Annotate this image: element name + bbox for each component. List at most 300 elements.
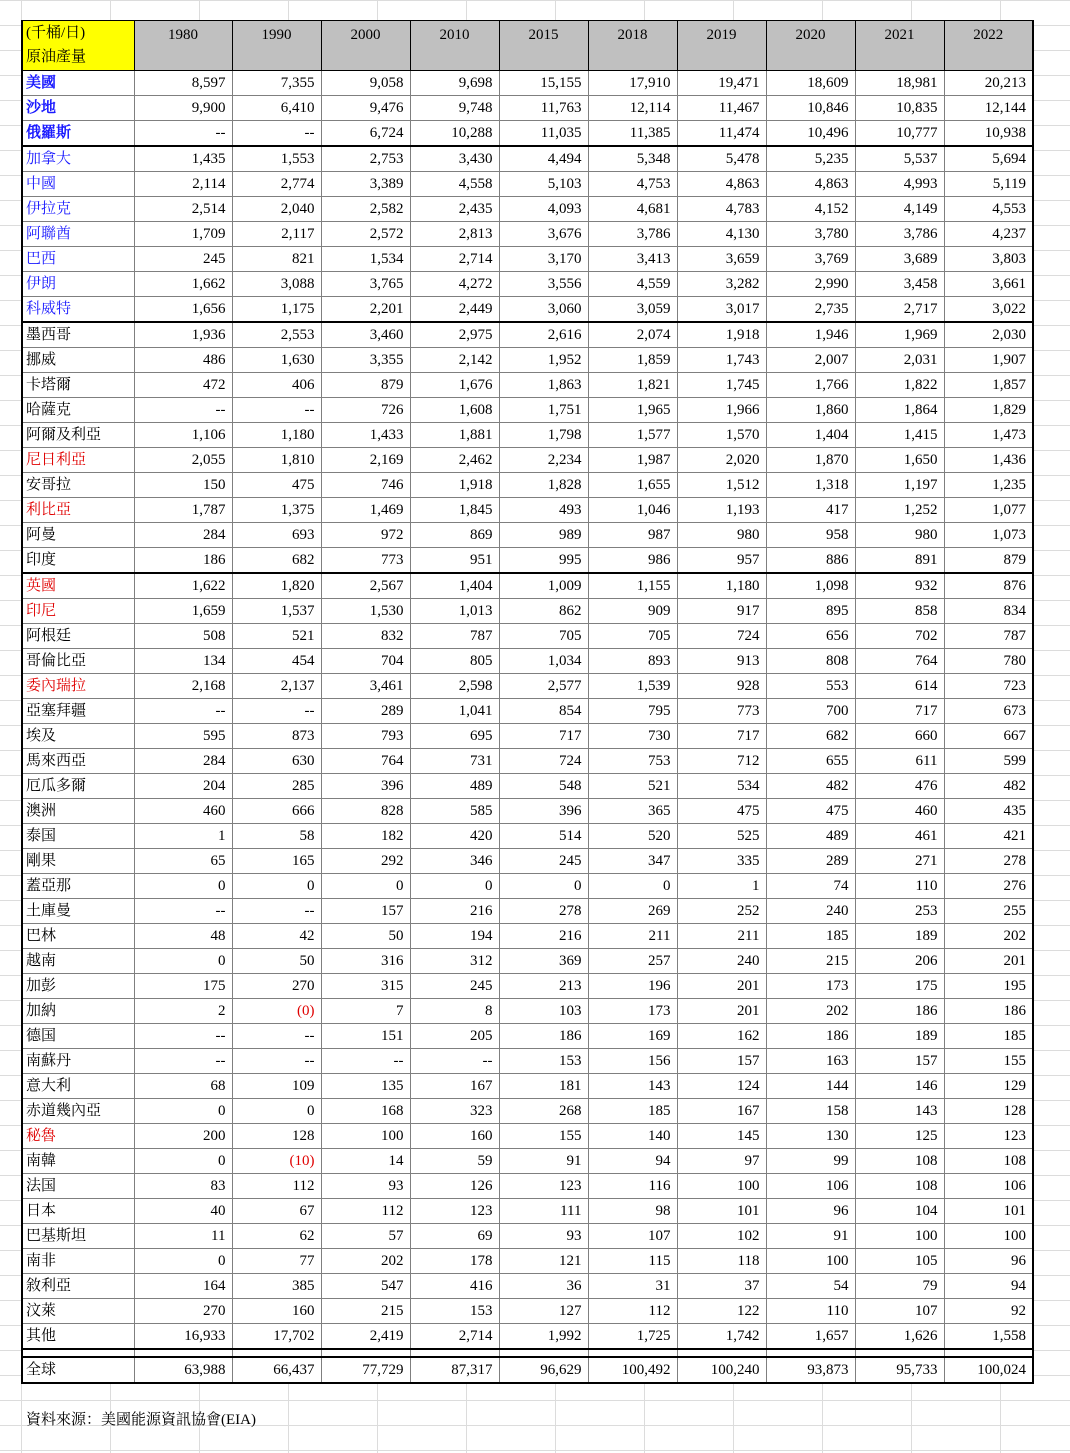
value-cell[interactable]: 493 xyxy=(499,498,588,523)
total-cell[interactable]: 100,240 xyxy=(677,1357,766,1383)
value-cell[interactable]: 482 xyxy=(766,774,855,799)
country-name-cell[interactable]: 卡塔爾 xyxy=(22,373,134,398)
country-name-cell[interactable]: 科威特 xyxy=(22,297,134,323)
value-cell[interactable]: 215 xyxy=(321,1299,410,1324)
value-cell[interactable]: 312 xyxy=(410,949,499,974)
value-cell[interactable]: 365 xyxy=(588,799,677,824)
value-cell[interactable]: 111 xyxy=(499,1199,588,1224)
value-cell[interactable]: 0 xyxy=(134,949,232,974)
value-cell[interactable]: 160 xyxy=(232,1299,321,1324)
value-cell[interactable]: 980 xyxy=(677,523,766,548)
value-cell[interactable]: 204 xyxy=(134,774,232,799)
value-cell[interactable]: 876 xyxy=(944,573,1033,599)
value-cell[interactable]: 454 xyxy=(232,649,321,674)
value-cell[interactable]: 2,567 xyxy=(321,573,410,599)
value-cell[interactable]: 14 xyxy=(321,1149,410,1174)
value-cell[interactable]: 160 xyxy=(410,1124,499,1149)
value-cell[interactable]: 323 xyxy=(410,1099,499,1124)
total-cell[interactable]: 66,437 xyxy=(232,1357,321,1383)
value-cell[interactable]: 110 xyxy=(766,1299,855,1324)
value-cell[interactable]: 1,659 xyxy=(134,599,232,624)
total-cell[interactable]: 87,317 xyxy=(410,1357,499,1383)
value-cell[interactable]: 107 xyxy=(855,1299,944,1324)
value-cell[interactable]: 1,155 xyxy=(588,573,677,599)
value-cell[interactable]: 186 xyxy=(766,1024,855,1049)
value-cell[interactable]: 1,859 xyxy=(588,348,677,373)
value-cell[interactable]: 94 xyxy=(588,1149,677,1174)
value-cell[interactable]: 3,059 xyxy=(588,297,677,323)
value-cell[interactable]: 10,288 xyxy=(410,121,499,147)
value-cell[interactable]: 11,763 xyxy=(499,96,588,121)
country-name-cell[interactable]: 阿爾及利亞 xyxy=(22,423,134,448)
value-cell[interactable]: 102 xyxy=(677,1224,766,1249)
value-cell[interactable]: 1 xyxy=(134,824,232,849)
country-name-cell[interactable]: 巴基斯坦 xyxy=(22,1224,134,1249)
year-header[interactable]: 2019 xyxy=(677,21,766,71)
value-cell[interactable]: 1,650 xyxy=(855,448,944,473)
value-cell[interactable]: 121 xyxy=(499,1249,588,1274)
country-name-cell[interactable]: 中國 xyxy=(22,172,134,197)
value-cell[interactable]: 482 xyxy=(944,774,1033,799)
value-cell[interactable]: 153 xyxy=(410,1299,499,1324)
value-cell[interactable]: 1,829 xyxy=(944,398,1033,423)
value-cell[interactable]: 489 xyxy=(766,824,855,849)
value-cell[interactable]: 11,035 xyxy=(499,121,588,147)
value-cell[interactable]: 2,007 xyxy=(766,348,855,373)
value-cell[interactable]: 2,031 xyxy=(855,348,944,373)
country-name-cell[interactable]: 墨西哥 xyxy=(22,322,134,348)
value-cell[interactable]: 100 xyxy=(766,1249,855,1274)
value-cell[interactable]: -- xyxy=(232,1049,321,1074)
value-cell[interactable]: 157 xyxy=(321,899,410,924)
value-cell[interactable]: 476 xyxy=(855,774,944,799)
value-cell[interactable]: 1,655 xyxy=(588,473,677,498)
country-name-cell[interactable]: 赤道幾內亞 xyxy=(22,1099,134,1124)
value-cell[interactable]: 0 xyxy=(232,1099,321,1124)
value-cell[interactable]: 773 xyxy=(321,548,410,574)
value-cell[interactable]: 460 xyxy=(134,799,232,824)
value-cell[interactable]: 2,234 xyxy=(499,448,588,473)
country-name-cell[interactable]: 阿曼 xyxy=(22,523,134,548)
value-cell[interactable]: 595 xyxy=(134,724,232,749)
value-cell[interactable]: 11 xyxy=(134,1224,232,1249)
value-cell[interactable]: 2,114 xyxy=(134,172,232,197)
value-cell[interactable]: 2,137 xyxy=(232,674,321,699)
value-cell[interactable]: 100 xyxy=(677,1174,766,1199)
country-name-cell[interactable]: 越南 xyxy=(22,949,134,974)
value-cell[interactable]: 521 xyxy=(232,624,321,649)
year-header[interactable]: 2015 xyxy=(499,21,588,71)
value-cell[interactable]: 1,098 xyxy=(766,573,855,599)
value-cell[interactable]: 514 xyxy=(499,824,588,849)
value-cell[interactable]: 1,798 xyxy=(499,423,588,448)
value-cell[interactable]: 958 xyxy=(766,523,855,548)
value-cell[interactable]: 6,724 xyxy=(321,121,410,147)
value-cell[interactable]: 1,106 xyxy=(134,423,232,448)
value-cell[interactable]: 100 xyxy=(321,1124,410,1149)
value-cell[interactable]: 773 xyxy=(677,699,766,724)
value-cell[interactable]: 472 xyxy=(134,373,232,398)
value-cell[interactable]: 3,458 xyxy=(855,272,944,297)
value-cell[interactable]: 2,616 xyxy=(499,322,588,348)
value-cell[interactable]: 724 xyxy=(677,624,766,649)
value-cell[interactable]: 862 xyxy=(499,599,588,624)
value-cell[interactable]: 37 xyxy=(677,1274,766,1299)
value-cell[interactable]: 4,863 xyxy=(677,172,766,197)
value-cell[interactable]: 107 xyxy=(588,1224,677,1249)
country-name-cell[interactable]: 加納 xyxy=(22,999,134,1024)
value-cell[interactable]: 724 xyxy=(499,749,588,774)
value-cell[interactable]: 1,404 xyxy=(766,423,855,448)
value-cell[interactable]: 702 xyxy=(855,624,944,649)
value-cell[interactable]: 128 xyxy=(944,1099,1033,1124)
value-cell[interactable]: 269 xyxy=(588,899,677,924)
value-cell[interactable]: 151 xyxy=(321,1024,410,1049)
value-cell[interactable]: 4,093 xyxy=(499,197,588,222)
value-cell[interactable]: 257 xyxy=(588,949,677,974)
value-cell[interactable]: 122 xyxy=(677,1299,766,1324)
value-cell[interactable]: 144 xyxy=(766,1074,855,1099)
value-cell[interactable]: 1,946 xyxy=(766,322,855,348)
value-cell[interactable]: 103 xyxy=(499,999,588,1024)
country-name-cell[interactable]: 蓋亞那 xyxy=(22,874,134,899)
value-cell[interactable]: 3,389 xyxy=(321,172,410,197)
value-cell[interactable]: 284 xyxy=(134,523,232,548)
value-cell[interactable]: 879 xyxy=(321,373,410,398)
value-cell[interactable]: 1,918 xyxy=(410,473,499,498)
value-cell[interactable]: 2,813 xyxy=(410,222,499,247)
value-cell[interactable]: 1,936 xyxy=(134,322,232,348)
value-cell[interactable]: 175 xyxy=(855,974,944,999)
value-cell[interactable]: 12,114 xyxy=(588,96,677,121)
value-cell[interactable]: 143 xyxy=(855,1099,944,1124)
value-cell[interactable]: 5,235 xyxy=(766,146,855,172)
value-cell[interactable]: 7,355 xyxy=(232,71,321,96)
value-cell[interactable]: 2,577 xyxy=(499,674,588,699)
year-header[interactable]: 2020 xyxy=(766,21,855,71)
value-cell[interactable]: -- xyxy=(134,1049,232,1074)
value-cell[interactable]: 145 xyxy=(677,1124,766,1149)
value-cell[interactable]: 655 xyxy=(766,749,855,774)
value-cell[interactable]: 4,272 xyxy=(410,272,499,297)
value-cell[interactable]: 125 xyxy=(855,1124,944,1149)
country-name-cell[interactable]: 美國 xyxy=(22,71,134,96)
value-cell[interactable]: 525 xyxy=(677,824,766,849)
value-cell[interactable]: 704 xyxy=(321,649,410,674)
year-header[interactable]: 2000 xyxy=(321,21,410,71)
country-name-cell[interactable]: 厄瓜多爾 xyxy=(22,774,134,799)
value-cell[interactable]: 155 xyxy=(944,1049,1033,1074)
value-cell[interactable]: 185 xyxy=(944,1024,1033,1049)
value-cell[interactable]: 124 xyxy=(677,1074,766,1099)
value-cell[interactable]: 1,537 xyxy=(232,599,321,624)
total-cell[interactable]: 96,629 xyxy=(499,1357,588,1383)
country-name-cell[interactable]: 汶萊 xyxy=(22,1299,134,1324)
value-cell[interactable]: 1,553 xyxy=(232,146,321,172)
value-cell[interactable]: 11,385 xyxy=(588,121,677,147)
value-cell[interactable]: 335 xyxy=(677,849,766,874)
value-cell[interactable]: -- xyxy=(134,1024,232,1049)
value-cell[interactable]: 731 xyxy=(410,749,499,774)
value-cell[interactable]: 1,657 xyxy=(766,1324,855,1350)
value-cell[interactable]: -- xyxy=(134,398,232,423)
value-cell[interactable]: 106 xyxy=(766,1174,855,1199)
value-cell[interactable]: 123 xyxy=(499,1174,588,1199)
value-cell[interactable]: 202 xyxy=(321,1249,410,1274)
value-cell[interactable]: 3,803 xyxy=(944,247,1033,272)
value-cell[interactable]: 932 xyxy=(855,573,944,599)
value-cell[interactable]: 4,681 xyxy=(588,197,677,222)
value-cell[interactable]: 987 xyxy=(588,523,677,548)
value-cell[interactable]: 682 xyxy=(766,724,855,749)
value-cell[interactable]: 201 xyxy=(677,999,766,1024)
value-cell[interactable]: 1,918 xyxy=(677,322,766,348)
value-cell[interactable]: 1,992 xyxy=(499,1324,588,1350)
value-cell[interactable]: 753 xyxy=(588,749,677,774)
value-cell[interactable]: 1,966 xyxy=(677,398,766,423)
value-cell[interactable]: 995 xyxy=(499,548,588,574)
value-cell[interactable]: 1,534 xyxy=(321,247,410,272)
value-cell[interactable]: 712 xyxy=(677,749,766,774)
value-cell[interactable]: 682 xyxy=(232,548,321,574)
value-cell[interactable]: 3,022 xyxy=(944,297,1033,323)
value-cell[interactable]: 59 xyxy=(410,1149,499,1174)
value-cell[interactable]: 165 xyxy=(232,849,321,874)
value-cell[interactable]: 3,676 xyxy=(499,222,588,247)
value-cell[interactable]: 253 xyxy=(855,899,944,924)
value-cell[interactable]: 68 xyxy=(134,1074,232,1099)
value-cell[interactable]: 1,009 xyxy=(499,573,588,599)
value-cell[interactable]: 17,910 xyxy=(588,71,677,96)
value-cell[interactable]: 489 xyxy=(410,774,499,799)
value-cell[interactable]: 9,900 xyxy=(134,96,232,121)
value-cell[interactable]: 100 xyxy=(855,1224,944,1249)
value-cell[interactable]: 146 xyxy=(855,1074,944,1099)
value-cell[interactable]: 58 xyxy=(232,824,321,849)
value-cell[interactable]: 547 xyxy=(321,1274,410,1299)
value-cell[interactable]: 2,582 xyxy=(321,197,410,222)
value-cell[interactable]: 4,559 xyxy=(588,272,677,297)
value-cell[interactable]: 4,149 xyxy=(855,197,944,222)
value-cell[interactable]: 1,743 xyxy=(677,348,766,373)
value-cell[interactable]: 278 xyxy=(944,849,1033,874)
value-cell[interactable]: 4,237 xyxy=(944,222,1033,247)
value-cell[interactable]: 1,656 xyxy=(134,297,232,323)
value-cell[interactable]: 216 xyxy=(410,899,499,924)
country-name-cell[interactable]: 英國 xyxy=(22,573,134,599)
value-cell[interactable]: 2,514 xyxy=(134,197,232,222)
value-cell[interactable]: 99 xyxy=(766,1149,855,1174)
value-cell[interactable]: 764 xyxy=(855,649,944,674)
value-cell[interactable]: 83 xyxy=(134,1174,232,1199)
country-name-cell[interactable]: 南蘇丹 xyxy=(22,1049,134,1074)
value-cell[interactable]: 186 xyxy=(499,1024,588,1049)
country-name-cell[interactable]: 沙地 xyxy=(22,96,134,121)
value-cell[interactable]: 1,622 xyxy=(134,573,232,599)
value-cell[interactable]: 1,180 xyxy=(677,573,766,599)
value-cell[interactable]: 2,717 xyxy=(855,297,944,323)
country-name-cell[interactable]: 伊朗 xyxy=(22,272,134,297)
value-cell[interactable]: 1,810 xyxy=(232,448,321,473)
value-cell[interactable]: 2,435 xyxy=(410,197,499,222)
value-cell[interactable]: 726 xyxy=(321,398,410,423)
value-cell[interactable]: 475 xyxy=(766,799,855,824)
value-cell[interactable]: 673 xyxy=(944,699,1033,724)
value-cell[interactable]: 129 xyxy=(944,1074,1033,1099)
value-cell[interactable]: 109 xyxy=(232,1074,321,1099)
value-cell[interactable]: 1,436 xyxy=(944,448,1033,473)
value-cell[interactable]: 245 xyxy=(134,247,232,272)
value-cell[interactable]: 666 xyxy=(232,799,321,824)
value-cell[interactable]: 211 xyxy=(588,924,677,949)
value-cell[interactable]: -- xyxy=(134,121,232,147)
value-cell[interactable]: 158 xyxy=(766,1099,855,1124)
value-cell[interactable]: 205 xyxy=(410,1024,499,1049)
value-cell[interactable]: 980 xyxy=(855,523,944,548)
value-cell[interactable]: 157 xyxy=(677,1049,766,1074)
value-cell[interactable]: 989 xyxy=(499,523,588,548)
value-cell[interactable]: 1 xyxy=(677,874,766,899)
value-cell[interactable]: 834 xyxy=(944,599,1033,624)
value-cell[interactable]: 4,130 xyxy=(677,222,766,247)
value-cell[interactable]: 1,539 xyxy=(588,674,677,699)
source-note[interactable]: 資料來源：美國能源資訊協會(EIA) xyxy=(26,1412,256,1428)
value-cell[interactable]: 186 xyxy=(134,548,232,574)
value-cell[interactable]: 8 xyxy=(410,999,499,1024)
value-cell[interactable]: 128 xyxy=(232,1124,321,1149)
value-cell[interactable]: 1,473 xyxy=(944,423,1033,448)
value-cell[interactable]: 194 xyxy=(410,924,499,949)
value-cell[interactable]: 1,676 xyxy=(410,373,499,398)
value-cell[interactable]: 660 xyxy=(855,724,944,749)
value-cell[interactable]: 1,034 xyxy=(499,649,588,674)
value-cell[interactable]: 1,987 xyxy=(588,448,677,473)
value-cell[interactable]: 895 xyxy=(766,599,855,624)
value-cell[interactable]: 2,774 xyxy=(232,172,321,197)
value-cell[interactable]: 106 xyxy=(944,1174,1033,1199)
value-cell[interactable]: 2,169 xyxy=(321,448,410,473)
value-cell[interactable]: 417 xyxy=(766,498,855,523)
total-cell[interactable]: 95,733 xyxy=(855,1357,944,1383)
value-cell[interactable]: 787 xyxy=(410,624,499,649)
value-cell[interactable]: 62 xyxy=(232,1224,321,1249)
country-name-cell[interactable]: 印尼 xyxy=(22,599,134,624)
value-cell[interactable]: 1,965 xyxy=(588,398,677,423)
year-header[interactable]: 2018 xyxy=(588,21,677,71)
value-cell[interactable]: 879 xyxy=(944,548,1033,574)
country-name-cell[interactable]: 法国 xyxy=(22,1174,134,1199)
value-cell[interactable]: 65 xyxy=(134,849,232,874)
value-cell[interactable]: 3,460 xyxy=(321,322,410,348)
value-cell[interactable]: 893 xyxy=(588,649,677,674)
value-cell[interactable]: 1,530 xyxy=(321,599,410,624)
value-cell[interactable]: 3,017 xyxy=(677,297,766,323)
value-cell[interactable]: 130 xyxy=(766,1124,855,1149)
value-cell[interactable]: 1,570 xyxy=(677,423,766,448)
country-name-cell[interactable]: 意大利 xyxy=(22,1074,134,1099)
value-cell[interactable]: 9,698 xyxy=(410,71,499,96)
value-cell[interactable]: 2,462 xyxy=(410,448,499,473)
value-cell[interactable]: 112 xyxy=(588,1299,677,1324)
value-cell[interactable]: 5,103 xyxy=(499,172,588,197)
country-name-cell[interactable]: 澳洲 xyxy=(22,799,134,824)
value-cell[interactable]: 909 xyxy=(588,599,677,624)
value-cell[interactable]: 2,753 xyxy=(321,146,410,172)
value-cell[interactable]: 54 xyxy=(766,1274,855,1299)
value-cell[interactable]: 167 xyxy=(677,1099,766,1124)
country-name-cell[interactable]: 巴林 xyxy=(22,924,134,949)
value-cell[interactable]: 115 xyxy=(588,1249,677,1274)
value-cell[interactable]: 135 xyxy=(321,1074,410,1099)
value-cell[interactable]: 74 xyxy=(766,874,855,899)
value-cell[interactable]: 155 xyxy=(499,1124,588,1149)
value-cell[interactable]: 435 xyxy=(944,799,1033,824)
value-cell[interactable]: 1,469 xyxy=(321,498,410,523)
value-cell[interactable]: 110 xyxy=(855,874,944,899)
value-cell[interactable]: 315 xyxy=(321,974,410,999)
country-name-cell[interactable]: 土庫曼 xyxy=(22,899,134,924)
value-cell[interactable]: 780 xyxy=(944,649,1033,674)
value-cell[interactable]: 667 xyxy=(944,724,1033,749)
value-cell[interactable]: 9,058 xyxy=(321,71,410,96)
value-cell[interactable]: 10,835 xyxy=(855,96,944,121)
value-cell[interactable]: 1,860 xyxy=(766,398,855,423)
value-cell[interactable]: 520 xyxy=(588,824,677,849)
value-cell[interactable]: 79 xyxy=(855,1274,944,1299)
value-cell[interactable]: 1,881 xyxy=(410,423,499,448)
value-cell[interactable]: 116 xyxy=(588,1174,677,1199)
value-cell[interactable]: 36 xyxy=(499,1274,588,1299)
value-cell[interactable]: 1,193 xyxy=(677,498,766,523)
value-cell[interactable]: 0 xyxy=(499,874,588,899)
value-cell[interactable]: 746 xyxy=(321,473,410,498)
value-cell[interactable]: 986 xyxy=(588,548,677,574)
value-cell[interactable]: 40 xyxy=(134,1199,232,1224)
value-cell[interactable]: 134 xyxy=(134,649,232,674)
value-cell[interactable]: 181 xyxy=(499,1074,588,1099)
value-cell[interactable]: 705 xyxy=(499,624,588,649)
value-cell[interactable]: 10,777 xyxy=(855,121,944,147)
value-cell[interactable]: 0 xyxy=(232,874,321,899)
total-cell[interactable]: 63,988 xyxy=(134,1357,232,1383)
value-cell[interactable]: 216 xyxy=(499,924,588,949)
value-cell[interactable]: 475 xyxy=(232,473,321,498)
value-cell[interactable]: 4,863 xyxy=(766,172,855,197)
value-cell[interactable]: 1,907 xyxy=(944,348,1033,373)
value-cell[interactable]: 1,046 xyxy=(588,498,677,523)
value-cell[interactable]: 475 xyxy=(677,799,766,824)
value-cell[interactable]: 2,714 xyxy=(410,1324,499,1350)
country-name-cell[interactable]: 日本 xyxy=(22,1199,134,1224)
value-cell[interactable]: 700 xyxy=(766,699,855,724)
value-cell[interactable]: 858 xyxy=(855,599,944,624)
country-name-cell[interactable]: 阿聯酋 xyxy=(22,222,134,247)
value-cell[interactable]: 972 xyxy=(321,523,410,548)
value-cell[interactable]: -- xyxy=(232,899,321,924)
value-cell[interactable]: 173 xyxy=(766,974,855,999)
value-cell[interactable]: -- xyxy=(410,1049,499,1074)
value-cell[interactable]: 795 xyxy=(588,699,677,724)
value-cell[interactable]: 0 xyxy=(410,874,499,899)
value-cell[interactable]: 4,783 xyxy=(677,197,766,222)
value-cell[interactable]: 346 xyxy=(410,849,499,874)
value-cell[interactable]: 421 xyxy=(944,824,1033,849)
value-cell[interactable]: 20,213 xyxy=(944,71,1033,96)
value-cell[interactable]: 8,597 xyxy=(134,71,232,96)
value-cell[interactable]: 185 xyxy=(766,924,855,949)
value-cell[interactable]: 5,119 xyxy=(944,172,1033,197)
value-cell[interactable]: 1,512 xyxy=(677,473,766,498)
